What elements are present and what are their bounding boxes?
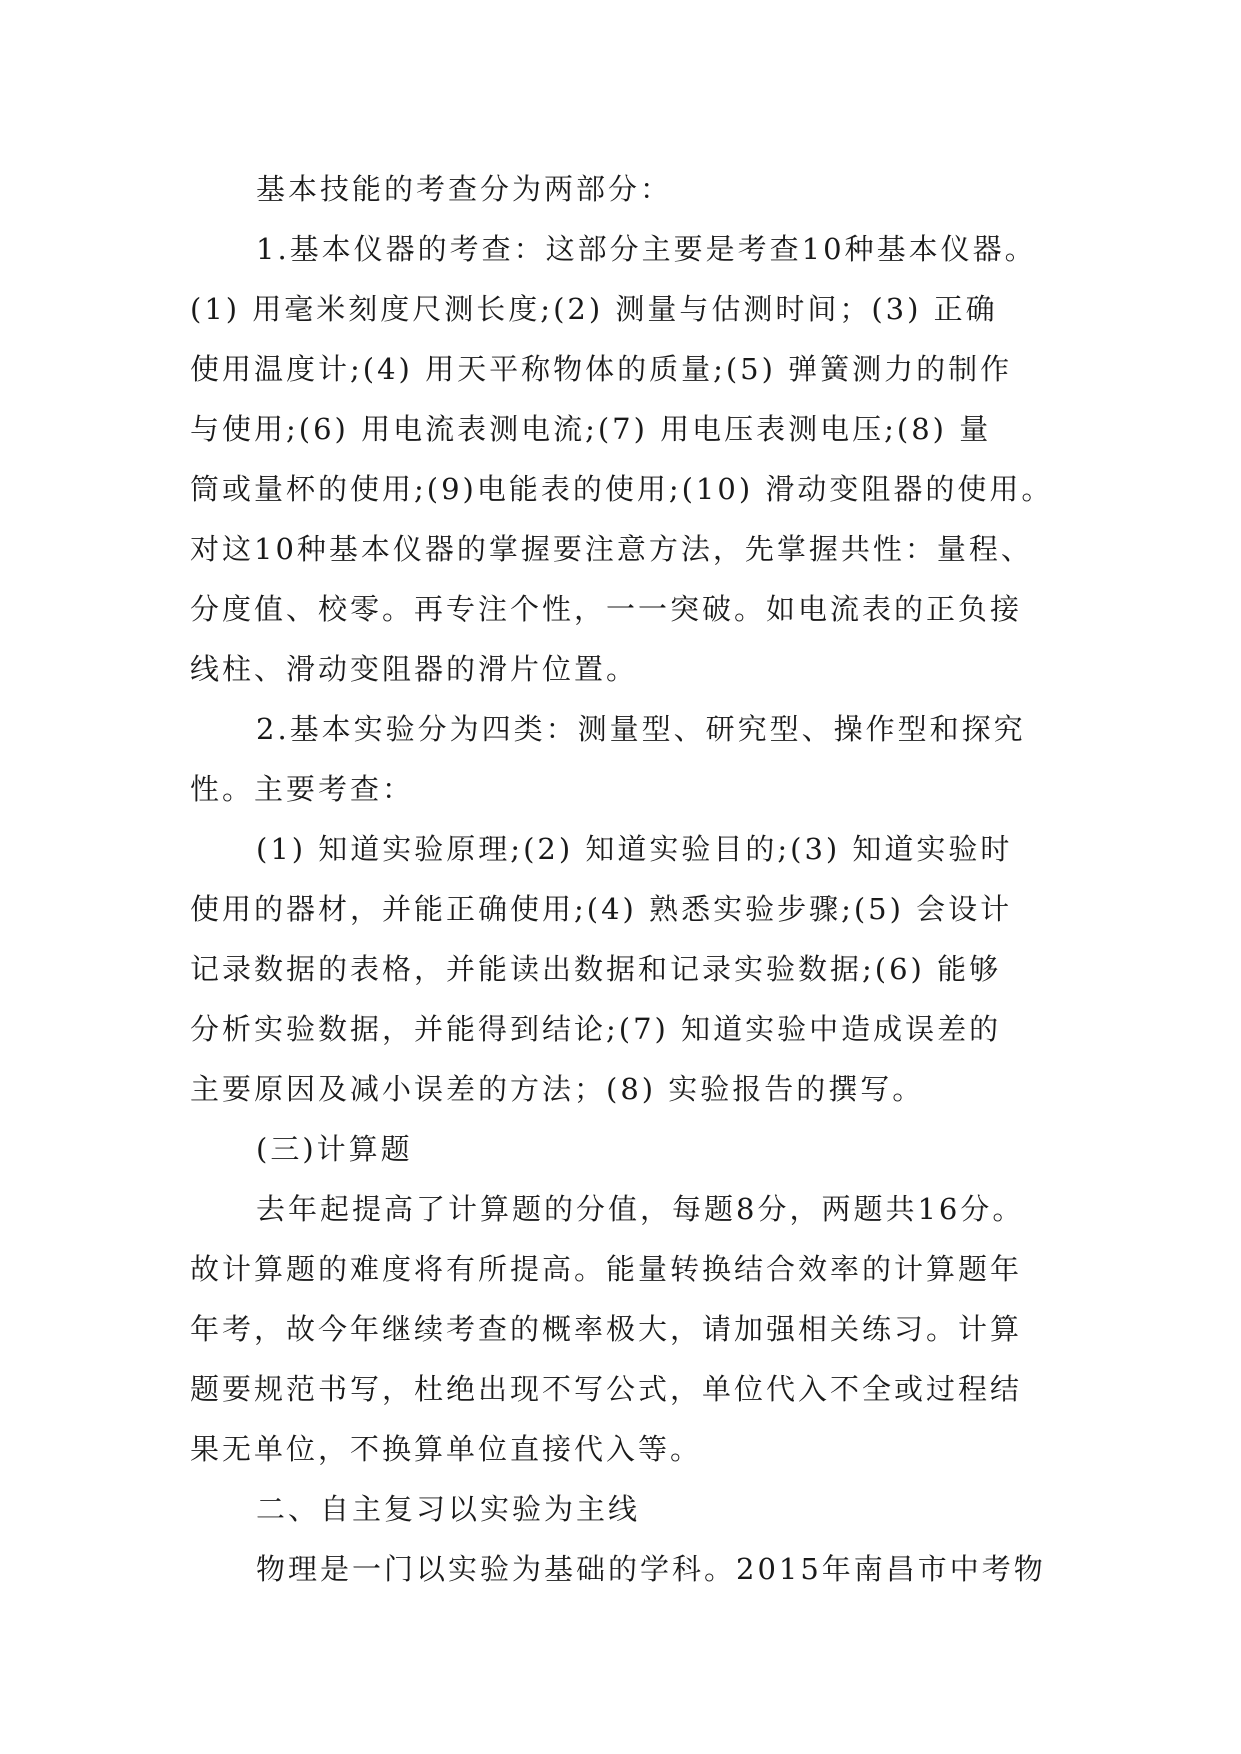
paragraph-line: 1.基本仪器的考查：这部分主要是考查10种基本仪器。 [256, 232, 1037, 266]
paragraph-line: 基本技能的考查分为两部分： [256, 172, 673, 206]
paragraph-line: 果无单位，不换算单位直接代入等。 [190, 1432, 703, 1466]
paragraph-line: 去年起提高了计算题的分值，每题8分，两题共16分。 [256, 1192, 1025, 1226]
paragraph-line: 筒或量杯的使用;(9)电能表的使用;(10) 滑动变阻器的使用。 [190, 472, 1054, 506]
paragraph-line: 题要规范书写，杜绝出现不写公式，单位代入不全或过程结 [190, 1372, 1023, 1406]
paragraph-line: 年考，故今年继续考查的概率极大，请加强相关练习。计算 [190, 1312, 1023, 1346]
paragraph-line: 分析实验数据，并能得到结论;(7) 知道实验中造成误差的 [190, 1012, 1002, 1046]
section-heading: 二、自主复习以实验为主线 [256, 1492, 641, 1526]
paragraph-line: 使用温度计;(4) 用天平称物体的质量;(5) 弹簧测力的制作 [190, 352, 1013, 386]
paragraph-line: (1) 知道实验原理;(2) 知道实验目的;(3) 知道实验时 [256, 832, 1013, 866]
section-heading: (三)计算题 [256, 1132, 413, 1166]
paragraph-line: 对这10种基本仪器的掌握要注意方法，先掌握共性：量程、 [190, 532, 1033, 566]
paragraph-line: 使用的器材，并能正确使用;(4) 熟悉实验步骤;(5) 会设计 [190, 892, 1013, 926]
paragraph-line: 2.基本实验分为四类：测量型、研究型、操作型和探究 [256, 712, 1026, 746]
paragraph-line: 与使用;(6) 用电流表测电流;(7) 用电压表测电压;(8) 量 [190, 412, 992, 446]
paragraph-line: 主要原因及减小误差的方法；(8) 实验报告的撰写。 [190, 1072, 925, 1106]
paragraph-line: 物理是一门以实验为基础的学科。2015年南昌市中考物 [256, 1552, 1046, 1586]
paragraph-line: 分度值、校零。再专注个性，一一突破。如电流表的正负接 [190, 592, 1023, 626]
paragraph-line: (1) 用毫米刻度尺测长度;(2) 测量与估测时间；(3) 正确 [190, 292, 998, 326]
paragraph-line: 线柱、滑动变阻器的滑片位置。 [190, 652, 639, 686]
paragraph-line: 故计算题的难度将有所提高。能量转换结合效率的计算题年 [190, 1252, 1023, 1286]
paragraph-line: 记录数据的表格，并能读出数据和记录实验数据;(6) 能够 [190, 952, 1002, 986]
paragraph-line: 性。主要考查： [190, 772, 415, 806]
